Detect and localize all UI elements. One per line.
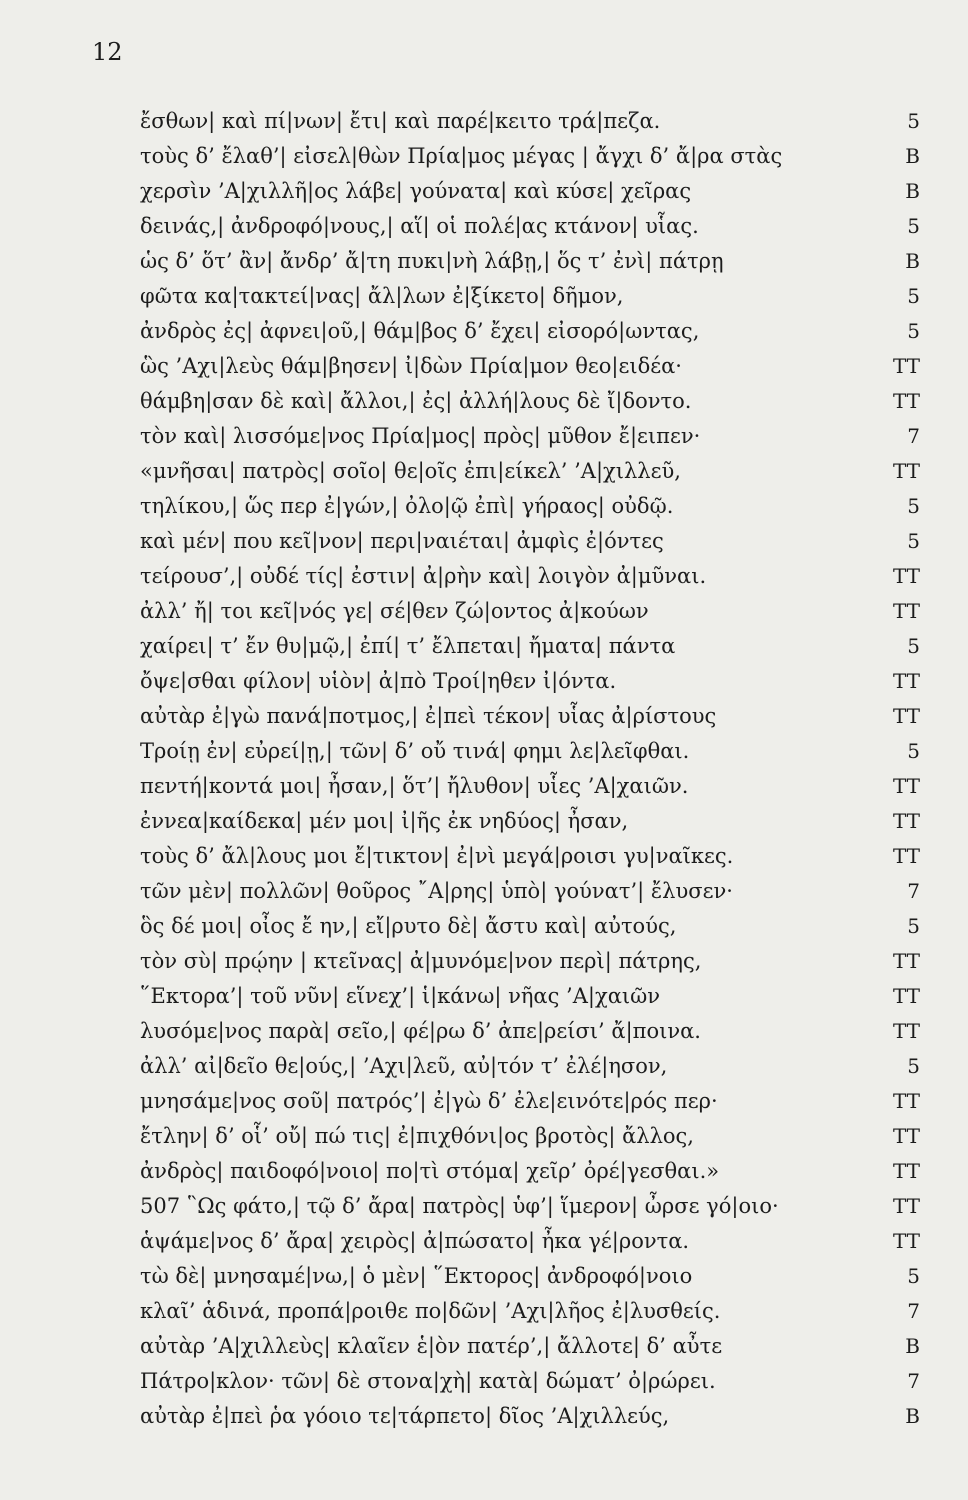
metre-mark: B [905,179,920,203]
verse-line [140,419,920,454]
verse-line [140,104,920,139]
verse-line [140,769,920,804]
verse-text: τὸν σὺ| πρῴην | κτεῖνας| ἀ|μυνόμε|νον περὶ| πάτρης, [140,949,702,973]
verse-line [140,209,920,244]
metre-mark: B [905,1404,920,1428]
verse-text: μνησάμε|νος σοῦ| πατρός’| ἐ|γὼ δ’ ἐλε|εινότε|ρός περ· [140,1089,718,1113]
verse-line [140,1224,920,1259]
metre-mark: TT [892,1229,920,1253]
metre-mark: TT [892,1019,920,1043]
verse-line [140,244,920,279]
metre-mark: 5 [907,739,920,763]
metre-mark: 7 [907,1299,920,1323]
verse-line [140,594,920,629]
metre-mark: TT [892,984,920,1008]
verse-text: θάμβη|σαν δὲ καὶ| ἄλλοι,| ἐς| ἀλλή|λους δὲ ἴ|δοντο. [140,389,692,413]
metre-mark: 5 [907,109,920,133]
metre-mark: TT [892,949,920,973]
verse-lines [140,104,920,1434]
verse-text: χαίρει| τ’ ἔν θυ|μῷ,| ἐπί| τ’ ἔλπεται| ἤματα| πάντα [140,634,676,658]
verse-line [140,349,920,384]
verse-text: δεινάς,| ἀνδροφό|νους,| αἵ| οἱ πολέ|ας κτάνον| υἷας. [140,214,699,238]
metre-mark: TT [892,704,920,728]
verse-line [140,1259,920,1294]
verse-text: ἐννεα|καίδεκα| μέν μοι| ἰ|ῆς ἐκ νηδύος| ἦσαν, [140,809,629,833]
verse-text: αὐτὰρ ἐ|γὼ πανά|ποτμος,| ἐ|πεὶ τέκον| υἷας ἀ|ρίστους [140,704,717,728]
verse-text: κλαῖ’ ἁδινά, προπά|ροιθε πο|δῶν| ’Αχι|λῆος ἐ|λυσθείς. [140,1299,721,1323]
verse-line [140,1049,920,1084]
verse-text: τοὺς δ’ ἄλ|λους μοι ἔ|τικτον| ἐ|νὶ μεγά|ροισι γυ|ναῖκες. [140,844,734,868]
verse-text: «μνῆσαι| πατρὸς| σοῖο| θε|οῖς ἐπι|είκελ’ ’Α|χιλλεῦ, [140,459,681,483]
verse-text: ἀνδρὸς ἐς| ἀφνει|οῦ,| θάμ|βος δ’ ἔχει| εἰσορό|ωντας, [140,319,700,343]
verse-text: ἀνδρὸς| παιδοφό|νοιο| πο|τὶ στόμα| χεῖρ’ ὀρέ|γεσθαι.» [140,1159,720,1183]
verse-line [140,524,920,559]
verse-line [140,489,920,524]
verse-line [140,804,920,839]
verse-text: λυσόμε|νος παρὰ| σεῖο,| φέ|ρω δ’ ἀπε|ρείσι’ ἄ|ποινα. [140,1019,701,1043]
metre-mark: TT [892,599,920,623]
verse-text: ὄψε|σθαι φίλον| υἱὸν| ἀ|πὸ Τροί|ηθεν ἰ|όντα. [140,669,617,693]
metre-mark: TT [892,1124,920,1148]
verse-line [140,384,920,419]
metre-mark: TT [892,1194,920,1218]
metre-mark: 5 [907,1054,920,1078]
verse-line [140,1399,920,1434]
verse-line [140,139,920,174]
verse-line [140,559,920,594]
verse-line [140,699,920,734]
metre-mark: 5 [907,494,920,518]
verse-text: ὡς δ’ ὅτ’ ἂν| ἄνδρ’ ἄ|τη πυκι|νὴ λάβῃ,| ὅς τ’ ἐνὶ| πάτρῃ [140,249,724,273]
verse-line [140,944,920,979]
metre-mark: TT [892,564,920,588]
verse-line [140,979,920,1014]
verse-text: αὐτὰρ ’Α|χιλλεὺς| κλαῖεν ἑ|ὸν πατέρ’,| ἄλλοτε| δ’ αὖτε [140,1334,723,1358]
verse-line [140,1189,920,1224]
verse-text: Πάτρο|κλον· τῶν| δὲ στονα|χὴ| κατὰ| δώματ’ ὀ|ρώρει. [140,1369,716,1393]
verse-text: πεντή|κοντά μοι| ἦσαν,| ὅτ’| ἤλυθον| υἷες ’Α|χαιῶν. [140,774,689,798]
verse-text: τείρουσ’,| οὐδέ τίς| ἐστιν| ἀ|ρὴν καὶ| λοιγὸν ἀ|μῦναι. [140,564,707,588]
metre-mark: TT [892,389,920,413]
metre-mark: 5 [907,914,920,938]
verse-text: φῶτα κα|τακτεί|νας| ἄλ|λων ἐ|ξίκετο| δῆμον, [140,284,624,308]
page-number: 12 [92,38,123,66]
verse-text: τῶν μὲν| πολλῶν| θοῦρος ῎Α|ρης| ὑπὸ| γούνατ’| ἔλυσεν· [140,879,733,903]
verse-line [140,1084,920,1119]
verse-line [140,1329,920,1364]
verse-line [140,1294,920,1329]
metre-mark: TT [892,354,920,378]
verse-line [140,629,920,664]
metre-mark: TT [892,774,920,798]
metre-mark: B [905,249,920,273]
verse-text: ἔτλην| δ’ οἷ’ οὔ| πώ τις| ἐ|πιχθόνι|ος βροτὸς| ἄλλος, [140,1124,694,1148]
verse-line [140,1119,920,1154]
metre-mark: TT [892,844,920,868]
metre-mark: TT [892,459,920,483]
metre-mark: 7 [907,879,920,903]
metre-mark: TT [892,809,920,833]
verse-line [140,874,920,909]
metre-mark: TT [892,669,920,693]
metre-mark: 5 [907,1264,920,1288]
verse-line [140,839,920,874]
metre-mark: 5 [907,214,920,238]
verse-text: ἁψάμε|νος δ’ ἄρα| χειρὸς| ἀ|πώσατο| ἦκα γέ|ροντα. [140,1229,690,1253]
verse-line [140,734,920,769]
verse-line [140,1014,920,1049]
verse-text: ἀλλ’ αἰ|δεῖο θε|ούς,| ’Αχι|λεῦ, αὐ|τόν τ’ ἐλέ|ησον, [140,1054,668,1078]
verse-text: αὐτὰρ ἐ|πεὶ ῥα γόοιο τε|τάρπετο| δῖος ’Α|χιλλεύς, [140,1404,670,1428]
verse-line [140,1364,920,1399]
verse-text: 507 ῝Ως φάτο,| τῷ δ’ ἄρα| πατρὸς| ὑφ’| ἵμερον| ὦρσε γό|οιο· [140,1194,779,1218]
metre-mark: B [905,1334,920,1358]
verse-text: ῞Εκτορα’| τοῦ νῦν| εἵνεχ’| ἱ|κάνω| νῆας ’Α|χαιῶν [140,984,660,1008]
verse-text: χερσὶν ’Α|χιλλῆ|ος λάβε| γούνατα| καὶ κύσε| χεῖρας [140,179,692,203]
verse-text: τοὺς δ’ ἔλαθ’| εἰσελ|θὼν Πρία|μος μέγας | ἄγχι δ’ ἄ|ρα στὰς [140,144,783,168]
verse-text: ἀλλ’ ἤ| τοι κεῖ|νός γε| σέ|θεν ζώ|οντος ἀ|κούων [140,599,649,623]
verse-text: ἔσθων| καὶ πί|νων| ἔτι| καὶ παρέ|κειτο τρά|πεζα. [140,109,661,133]
verse-text: καὶ μέν| που κεῖ|νον| περι|ναιέται| ἀμφὶς ἐ|όντες [140,529,664,553]
verse-line [140,909,920,944]
metre-mark: 7 [907,1369,920,1393]
metre-mark: 7 [907,424,920,448]
metre-mark: 5 [907,529,920,553]
metre-mark: 5 [907,319,920,343]
verse-line [140,664,920,699]
verse-line [140,174,920,209]
metre-mark: 5 [907,634,920,658]
verse-line [140,279,920,314]
verse-text: ὃς δέ μοι| οἶος ἔ ην,| εἴ|ρυτο δὲ| ἄστυ καὶ| αὐτούς, [140,914,677,938]
metre-mark: B [905,144,920,168]
verse-text: τηλίκου,| ὥς περ ἐ|γών,| ὀλο|ῷ ἐπὶ| γήραος| οὐδῷ. [140,494,674,518]
verse-line [140,454,920,489]
metre-mark: TT [892,1159,920,1183]
verse-line [140,314,920,349]
verse-text: ὣς ’Αχι|λεὺς θάμ|βησεν| ἰ|δὼν Πρία|μον θεο|ειδέα· [140,354,682,378]
metre-mark: TT [892,1089,920,1113]
verse-text: τὼ δὲ| μνησαμέ|νω,| ὁ μὲν| ῞Εκτορος| ἀνδροφό|νοιο [140,1264,693,1288]
verse-text: Τροίῃ ἐν| εὐρεί|ῃ,| τῶν| δ’ οὔ τινά| φημι λε|λεῖφθαι. [140,739,690,763]
verse-line [140,1154,920,1189]
verse-text: τὸν καὶ| λισσόμε|νος Πρία|μος| πρὸς| μῦθον ἔ|ειπεν· [140,424,701,448]
metre-mark: 5 [907,284,920,308]
